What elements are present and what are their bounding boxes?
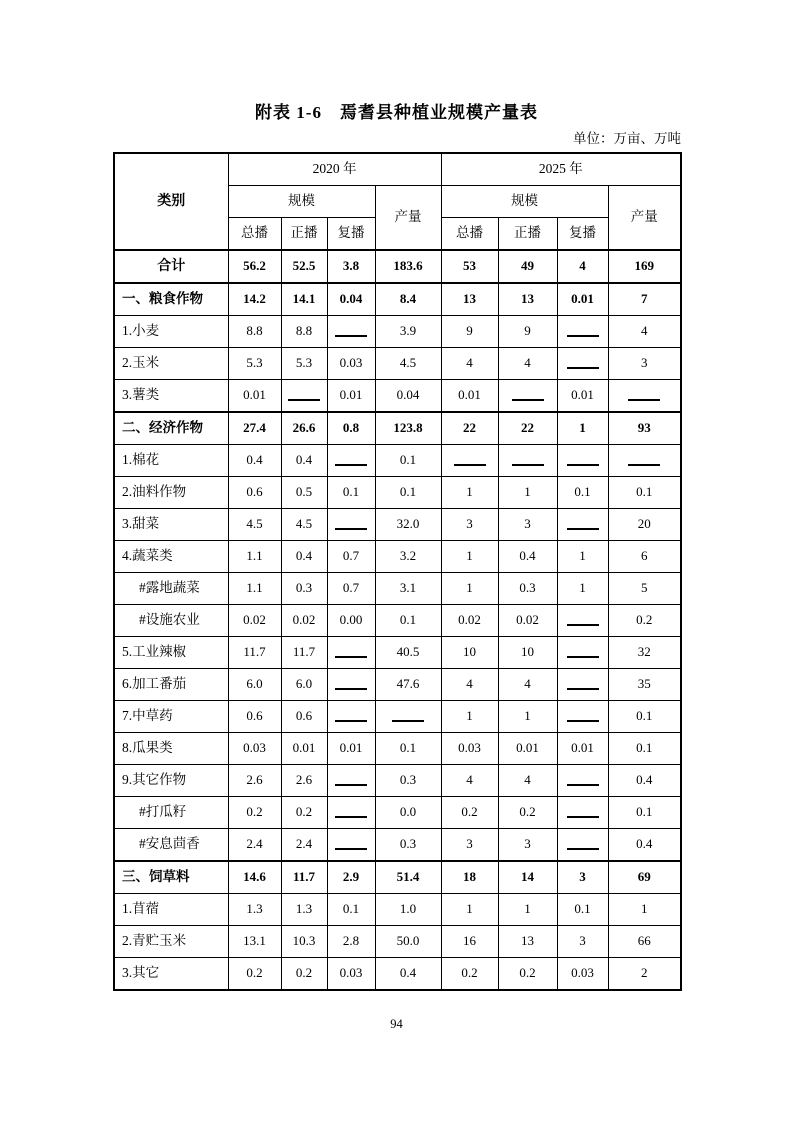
header-year-2020: 2020 年 [228,153,441,186]
value-cell: 10 [498,637,557,669]
value-cell [557,765,608,797]
value-cell: 0.04 [327,283,375,316]
dash-mark [335,676,367,690]
value-cell [557,797,608,829]
value-cell: 3 [557,861,608,894]
value-cell [327,701,375,733]
value-cell: 8.8 [281,316,327,348]
row-label: 合计 [114,250,228,283]
value-cell: 0.02 [281,605,327,637]
value-cell: 40.5 [375,637,441,669]
value-cell: 47.6 [375,669,441,701]
row-label: 6.加工番茄 [114,669,228,701]
value-cell: 1 [608,894,681,926]
value-cell: 2.8 [327,926,375,958]
value-cell: 0.1 [375,477,441,509]
value-cell: 3 [557,926,608,958]
row-label: #露地蔬菜 [114,573,228,605]
value-cell: 49 [498,250,557,283]
row-label: 三、饲草料 [114,861,228,894]
value-cell: 27.4 [228,412,281,445]
dash-mark [567,708,599,722]
value-cell: 0.1 [327,894,375,926]
table-row [114,669,681,701]
value-cell: 14 [498,861,557,894]
value-cell: 14.6 [228,861,281,894]
dash-mark [335,836,367,850]
value-cell: 69 [608,861,681,894]
value-cell [557,669,608,701]
table-row [114,765,681,797]
value-cell: 4.5 [281,509,327,541]
value-cell: 0.4 [608,765,681,797]
dash-mark [335,452,367,466]
header-re-sown-2025: 复播 [557,218,608,251]
value-cell: 1 [498,477,557,509]
value-cell: 3.9 [375,316,441,348]
value-cell: 0.02 [441,605,498,637]
dash-mark [335,772,367,786]
value-cell: 0.4 [281,541,327,573]
value-cell: 32 [608,637,681,669]
value-cell: 3 [498,509,557,541]
value-cell: 3.2 [375,541,441,573]
value-cell: 4.5 [228,509,281,541]
value-cell: 0.01 [557,380,608,413]
value-cell: 0.1 [608,477,681,509]
unit-note: 单位：万亩、万吨 [573,131,681,146]
value-cell: 1 [441,701,498,733]
value-cell [441,445,498,477]
value-cell: 6.0 [281,669,327,701]
value-cell: 0.2 [441,958,498,991]
header-output-2025: 产量 [608,186,681,251]
value-cell: 183.6 [375,250,441,283]
value-cell: 8.4 [375,283,441,316]
dash-mark [454,452,486,466]
value-cell [327,797,375,829]
value-cell [281,380,327,413]
value-cell: 2 [608,958,681,991]
value-cell: 56.2 [228,250,281,283]
value-cell: 16 [441,926,498,958]
value-cell: 0.01 [557,283,608,316]
value-cell: 93 [608,412,681,445]
dash-mark [567,804,599,818]
value-cell: 0.4 [228,445,281,477]
value-cell [327,829,375,862]
value-cell: 4 [441,765,498,797]
value-cell: 1.0 [375,894,441,926]
value-cell: 4 [557,250,608,283]
value-cell: 0.1 [375,445,441,477]
value-cell: 0.3 [281,573,327,605]
value-cell: 0.6 [228,701,281,733]
value-cell: 0.0 [375,797,441,829]
row-label: 5.工业辣椒 [114,637,228,669]
row-label: 1.棉花 [114,445,228,477]
table-row [114,412,681,445]
crop-scale-output-table [113,152,682,991]
value-cell: 0.2 [498,797,557,829]
table-row [114,250,681,283]
value-cell: 18 [441,861,498,894]
row-label: #设施农业 [114,605,228,637]
row-label: 2.油料作物 [114,477,228,509]
dash-mark [567,772,599,786]
value-cell: 1 [498,894,557,926]
value-cell: 4 [441,669,498,701]
value-cell: 1 [441,477,498,509]
value-cell [327,637,375,669]
dash-mark [512,387,544,401]
table-row [114,316,681,348]
value-cell: 0.4 [498,541,557,573]
value-cell: 169 [608,250,681,283]
dash-mark [335,516,367,530]
value-cell: 10 [441,637,498,669]
value-cell: 0.6 [281,701,327,733]
value-cell: 0.2 [498,958,557,991]
table-row [114,733,681,765]
table-row [114,509,681,541]
value-cell [498,380,557,413]
dash-mark [567,323,599,337]
value-cell: 0.7 [327,541,375,573]
value-cell: 1 [498,701,557,733]
row-label: 7.中草药 [114,701,228,733]
value-cell [608,445,681,477]
table-row [114,605,681,637]
value-cell: 1.1 [228,573,281,605]
value-cell: 0.1 [557,477,608,509]
header-scale-2025: 规模 [441,186,608,218]
value-cell: 1 [441,573,498,605]
dash-mark [567,836,599,850]
value-cell: 66 [608,926,681,958]
value-cell: 3 [441,829,498,862]
value-cell [375,701,441,733]
value-cell: 35 [608,669,681,701]
header-total-sown-2025: 总播 [441,218,498,251]
value-cell: 4 [498,765,557,797]
page-number: 94 [390,1017,403,1031]
dash-mark [512,452,544,466]
value-cell: 1 [441,894,498,926]
row-label: 4.蔬菜类 [114,541,228,573]
dash-mark [335,644,367,658]
value-cell [327,669,375,701]
value-cell: 0.4 [281,445,327,477]
table-row [114,541,681,573]
value-cell: 0.03 [441,733,498,765]
row-label: 一、粮食作物 [114,283,228,316]
dash-mark [335,804,367,818]
value-cell: 2.6 [281,765,327,797]
value-cell [557,637,608,669]
value-cell: 0.4 [375,958,441,991]
row-label: 2.玉米 [114,348,228,380]
value-cell: 2.6 [228,765,281,797]
value-cell: 4 [441,348,498,380]
value-cell: 1.3 [228,894,281,926]
value-cell: 0.01 [327,733,375,765]
header-year-2025: 2025 年 [441,153,681,186]
value-cell: 5.3 [228,348,281,380]
row-label: 3.薯类 [114,380,228,413]
value-cell [557,316,608,348]
value-cell: 0.2 [281,797,327,829]
value-cell: 0.01 [498,733,557,765]
value-cell: 0.03 [228,733,281,765]
value-cell: 0.1 [327,477,375,509]
table-row [114,861,681,894]
dash-mark [628,452,660,466]
value-cell: 13 [498,283,557,316]
value-cell: 53 [441,250,498,283]
table-row [114,637,681,669]
value-cell: 20 [608,509,681,541]
dash-mark [567,644,599,658]
value-cell: 1 [557,541,608,573]
value-cell: 13 [498,926,557,958]
value-cell: 1.1 [228,541,281,573]
row-label: 1.小麦 [114,316,228,348]
table-row [114,894,681,926]
value-cell: 0.03 [327,348,375,380]
value-cell [557,829,608,862]
value-cell: 0.5 [281,477,327,509]
value-cell: 0.1 [375,733,441,765]
value-cell: 14.2 [228,283,281,316]
table-row [114,926,681,958]
value-cell: 8.8 [228,316,281,348]
value-cell: 22 [441,412,498,445]
value-cell: 50.0 [375,926,441,958]
dash-mark [567,516,599,530]
value-cell: 4.5 [375,348,441,380]
value-cell: 0.2 [608,605,681,637]
dash-mark [288,387,320,401]
dash-mark [628,387,660,401]
value-cell: 0.2 [441,797,498,829]
value-cell: 0.01 [327,380,375,413]
header-output-2020: 产量 [375,186,441,251]
value-cell [557,701,608,733]
row-label: 1.苜蓿 [114,894,228,926]
value-cell: 5 [608,573,681,605]
value-cell: 0.01 [281,733,327,765]
header-main-sown-2020: 正播 [281,218,327,251]
header-category: 类别 [114,153,228,250]
value-cell [557,348,608,380]
table-body [114,250,681,990]
value-cell: 11.7 [228,637,281,669]
page-title: 附表 1-6 焉耆县种植业规模产量表 [255,103,538,122]
header-scale-2020: 规模 [228,186,375,218]
table-row [114,829,681,862]
value-cell: 32.0 [375,509,441,541]
value-cell: 0.2 [228,958,281,991]
row-label: 3.其它 [114,958,228,991]
header-total-sown-2020: 总播 [228,218,281,251]
value-cell: 0.01 [557,733,608,765]
value-cell [327,316,375,348]
value-cell: 0.7 [327,573,375,605]
value-cell: 5.3 [281,348,327,380]
value-cell: 0.02 [228,605,281,637]
table-row [114,283,681,316]
dash-mark [392,708,424,722]
value-cell: 26.6 [281,412,327,445]
value-cell: 1 [557,412,608,445]
value-cell: 4 [498,348,557,380]
row-label: 二、经济作物 [114,412,228,445]
value-cell [498,445,557,477]
table-row [114,477,681,509]
table-row [114,445,681,477]
value-cell: 0.00 [327,605,375,637]
value-cell: 11.7 [281,637,327,669]
dash-mark [567,355,599,369]
row-label: 8.瓜果类 [114,733,228,765]
value-cell: 0.1 [375,605,441,637]
table-row [114,573,681,605]
header-main-sown-2025: 正播 [498,218,557,251]
table-header [114,153,681,250]
row-label: #打瓜籽 [114,797,228,829]
header-re-sown-2020: 复播 [327,218,375,251]
table-row [114,380,681,413]
dash-mark [335,708,367,722]
value-cell [557,445,608,477]
value-cell: 0.3 [375,829,441,862]
dash-mark [335,323,367,337]
value-cell [327,509,375,541]
value-cell: 1 [441,541,498,573]
value-cell: 0.04 [375,380,441,413]
value-cell: 13 [441,283,498,316]
value-cell: 0.3 [498,573,557,605]
table-row [114,958,681,991]
value-cell: 0.03 [327,958,375,991]
value-cell: 0.03 [557,958,608,991]
value-cell: 123.8 [375,412,441,445]
value-cell [327,445,375,477]
value-cell: 3.8 [327,250,375,283]
value-cell [557,509,608,541]
value-cell: 0.1 [557,894,608,926]
value-cell: 2.4 [228,829,281,862]
value-cell: 0.3 [375,765,441,797]
dash-mark [567,452,599,466]
value-cell: 1 [557,573,608,605]
value-cell: 11.7 [281,861,327,894]
dash-mark [567,676,599,690]
value-cell: 6 [608,541,681,573]
value-cell: 4 [608,316,681,348]
value-cell: 0.2 [228,797,281,829]
table-row [114,701,681,733]
value-cell: 0.2 [281,958,327,991]
value-cell: 0.01 [441,380,498,413]
value-cell: 4 [498,669,557,701]
value-cell: 9 [498,316,557,348]
row-label: #安息茴香 [114,829,228,862]
value-cell: 52.5 [281,250,327,283]
table-row [114,348,681,380]
header-row-years [114,153,681,186]
value-cell: 0.6 [228,477,281,509]
value-cell: 0.01 [228,380,281,413]
value-cell: 2.4 [281,829,327,862]
value-cell: 2.9 [327,861,375,894]
value-cell: 3 [498,829,557,862]
value-cell [557,605,608,637]
value-cell: 0.8 [327,412,375,445]
row-label: 2.青贮玉米 [114,926,228,958]
table-row [114,797,681,829]
value-cell [608,380,681,413]
value-cell: 51.4 [375,861,441,894]
value-cell: 0.4 [608,829,681,862]
dash-mark [567,612,599,626]
value-cell: 10.3 [281,926,327,958]
value-cell: 9 [441,316,498,348]
value-cell: 0.1 [608,733,681,765]
value-cell: 0.1 [608,797,681,829]
value-cell: 22 [498,412,557,445]
value-cell [327,765,375,797]
value-cell: 14.1 [281,283,327,316]
row-label: 9.其它作物 [114,765,228,797]
value-cell: 7 [608,283,681,316]
value-cell: 13.1 [228,926,281,958]
value-cell: 3 [608,348,681,380]
value-cell: 1.3 [281,894,327,926]
value-cell: 0.02 [498,605,557,637]
value-cell: 0.1 [608,701,681,733]
value-cell: 3.1 [375,573,441,605]
value-cell: 3 [441,509,498,541]
row-label: 3.甜菜 [114,509,228,541]
value-cell: 6.0 [228,669,281,701]
